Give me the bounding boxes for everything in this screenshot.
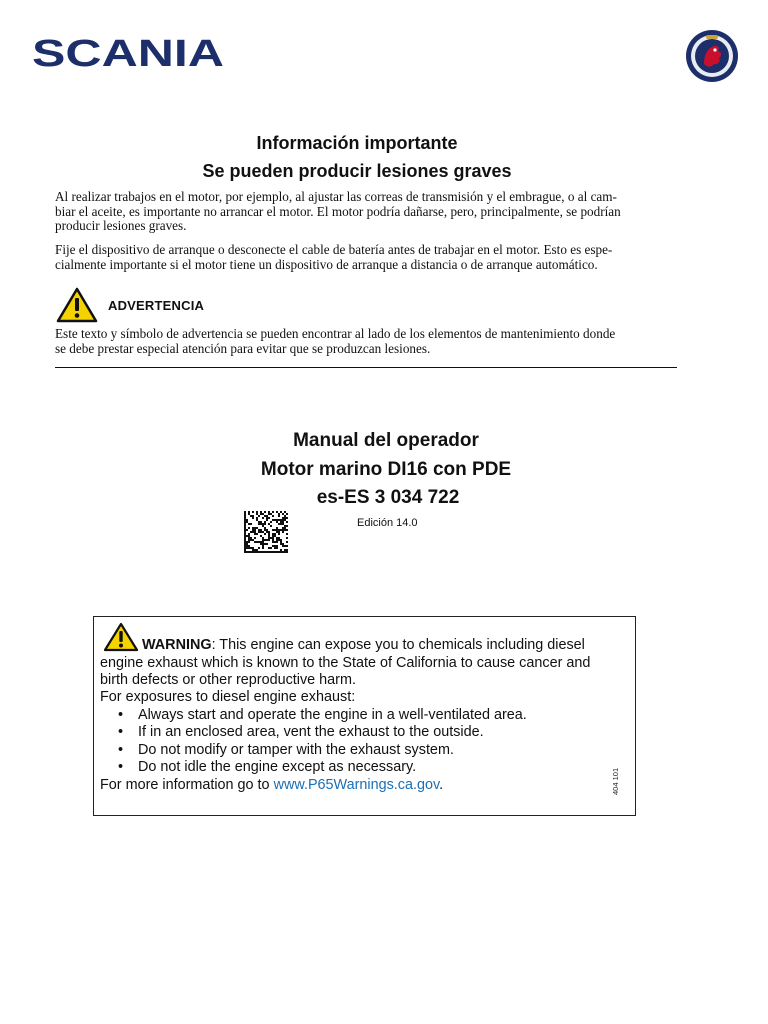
scania-griffin-emblem-icon <box>684 28 740 84</box>
p65-bullet-item: • Do not idle the engine except as necessary. <box>118 759 417 775</box>
manual-title: Manual del operador <box>293 430 479 451</box>
divider <box>55 367 677 368</box>
document-code: es-ES 3 034 722 <box>316 487 460 508</box>
p65-more-info: For more information go to www.P65Warnings.ca.gov. <box>100 777 444 793</box>
svg-text:SCANIA: SCANIA <box>32 33 224 73</box>
p65-bullet-item: • If in an enclosed area, vent the exhaust to the outside. <box>118 724 484 740</box>
bullet-icon: • <box>118 707 124 723</box>
p65-warning-word: WARNING <box>142 637 212 653</box>
engine-title: Motor marino DI16 con PDE <box>260 459 512 480</box>
edition-label: Edición 14.0 <box>357 517 418 529</box>
info-title: Información importante <box>256 133 458 153</box>
p65-line-1 <box>142 637 585 655</box>
warning-triangle-icon <box>56 287 98 323</box>
bullet-icon: • <box>118 724 124 740</box>
p65-line-1-text: : This engine can expose you to chemicals including diesel <box>211 637 585 653</box>
p65-line-4: For exposures to diesel engine exhaust: <box>100 689 356 705</box>
bullet-icon: • <box>118 742 124 758</box>
info-paragraph-1: Al realizar trabajos en el motor, por ejemplo, al ajustar las correas de transmisión y el embrague, o al cam- biar el aceite, es importante no arrancar el motor. El motor podría dañarse, pero, principalmente, se podrían producir lesiones graves. <box>55 189 621 234</box>
info-paragraph-3: Este texto y símbolo de advertencia se pueden encontrar al lado de los elementos de mantenimiento donde se debe prestar especial atención para evitar que se produzcan lesiones. <box>55 326 616 356</box>
p65-bullet-item: • Always start and operate the engine in a well-ventilated area. <box>118 707 527 723</box>
p65-warnings-link[interactable]: www.P65Warnings.ca.gov <box>273 777 440 793</box>
datamatrix-code <box>244 511 288 553</box>
figure-code: 404 101 <box>611 767 620 795</box>
scania-wordmark <box>32 33 232 73</box>
p65-bullet-item: • Do not modify or tamper with the exhaust system. <box>118 742 454 758</box>
warning-label: ADVERTENCIA <box>108 298 205 313</box>
info-paragraph-2: Fije el dispositivo de arranque o desconecte el cable de batería antes de trabajar en el motor. Esto es espe- cialmente importante si el motor tiene un dispositivo de arranque a distancia o de arranque automático. <box>55 242 613 272</box>
info-subtitle: Se pueden producir lesiones graves <box>202 161 512 181</box>
p65-line-3: birth defects or other reproductive harm. <box>100 672 356 688</box>
p65-line-2: engine exhaust which is known to the State of California to cause cancer and <box>100 655 591 671</box>
bullet-icon: • <box>118 759 124 775</box>
scania-logo <box>32 33 232 73</box>
warning-triangle-icon <box>103 622 139 652</box>
